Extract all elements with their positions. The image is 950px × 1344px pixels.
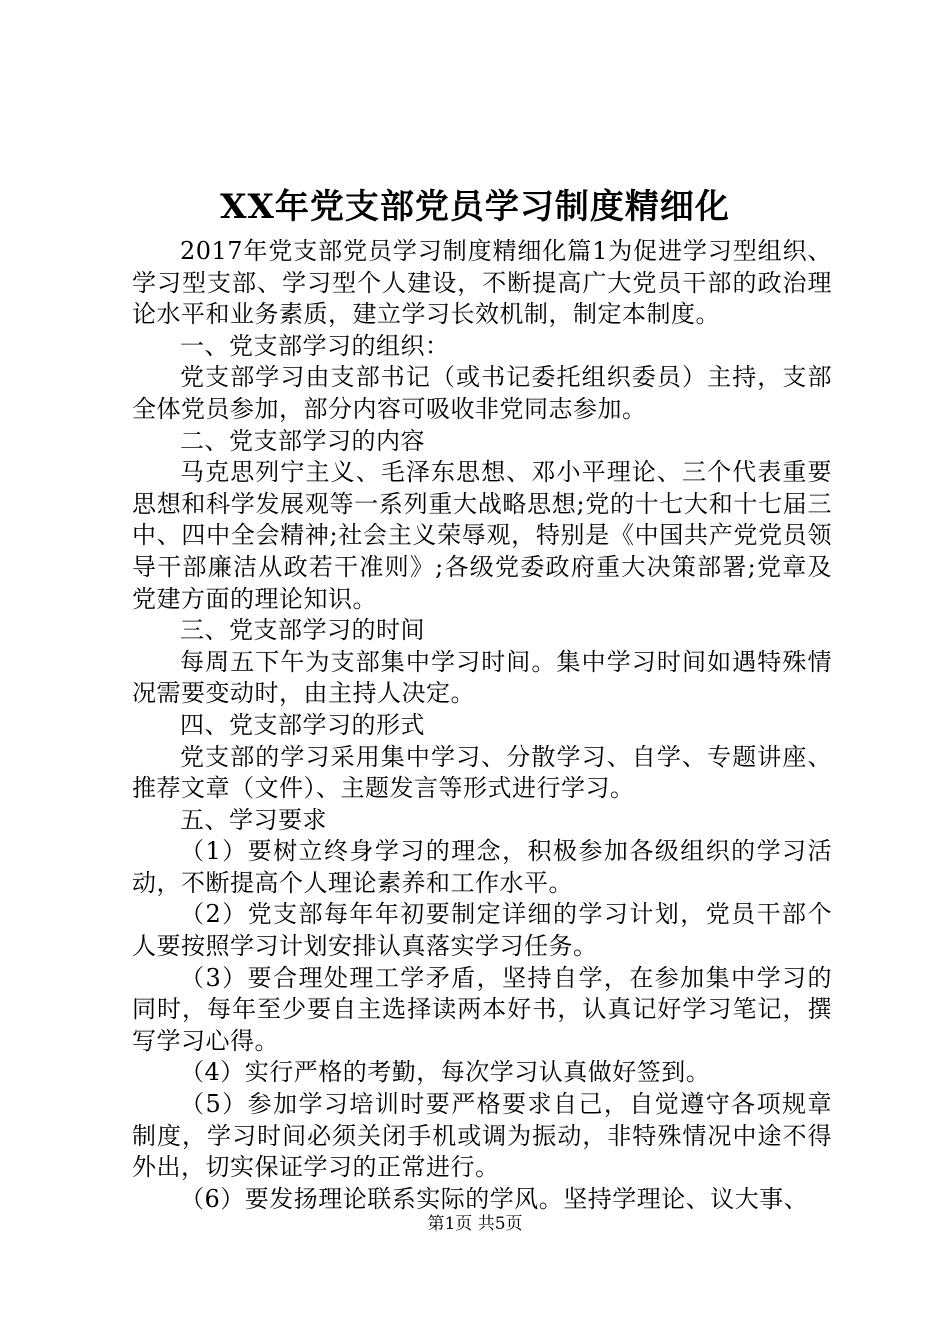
heading-organization: 一、党支部学习的组织： [180,331,450,360]
heading-content: 二、党支部学习的内容 [180,426,425,455]
paragraph-intro: 2017年党支部党员学习制度精细化篇1为促进学习型组织、学习型支部、学习型个人建设，不断提高广大党员干部的政治理论水平和业务素质，建立学习长效机制，制定本制度。 [132,237,832,329]
requirement-item: （2）党支部每年年初要制定详细的学习计划，党员干部个人要按照学习计划安排认真落实学习任务。 [132,900,832,961]
document-title: XX年党支部党员学习制度精细化 [220,187,730,227]
paragraph-format: 党支部的学习采用集中学习、分散学习、自学、专题讲座、推荐文章（文件）、主题发言等形式进行学习。 [132,742,832,803]
heading-time: 三、党支部学习的时间 [180,616,425,645]
document-body [132,236,832,1215]
requirement-item: （6）要发扬理论联系实际的学风。坚持学理论、议大事、 [180,1184,809,1213]
heading-requirements: 五、学习要求 [180,805,327,834]
requirement-item: （3）要合理处理工学矛盾，坚持自学，在参加集中学习的同时，每年至少要自主选择读两本好书，认真记好学习笔记，撰写学习心得。 [132,963,832,1055]
requirement-item: （1）要树立终身学习的理念，积极参加各级组织的学习活动，不断提高个人理论素养和工作水平。 [132,837,832,897]
paragraph-content: 马克思列宁主义、毛泽东思想、邓小平理论、三个代表重要思想和科学发展观等一系列重大战略思想;党的十七大和十七届三中、四中全会精神;社会主义荣辱观，特别是《中国共产党党员领导干部廉洁从政若干准则》;各级党委政府重大决策部署;党章及党建方面的理论知识。 [132,458,832,613]
requirement-item: （4）实行严格的考勤，每次学习认真做好签到。 [180,1058,711,1087]
page-footer: 第1页 共5页 [427,1214,523,1234]
paragraph-time: 每周五下午为支部集中学习时间。集中学习时间如遇特殊情况需要变动时，由主持人决定。 [132,647,832,708]
requirement-item: （5）参加学习培训时要严格要求自己，自觉遵守各项规章制度，学习时间必须关闭手机或调为振动，非特殊情况中途不得外出，切实保证学习的正常进行。 [132,1090,832,1182]
heading-format: 四、党支部学习的形式 [180,710,425,739]
paragraph-organization: 党支部学习由支部书记（或书记委托组织委员）主持，支部全体党员参加，部分内容可吸收非党同志参加。 [132,363,832,423]
